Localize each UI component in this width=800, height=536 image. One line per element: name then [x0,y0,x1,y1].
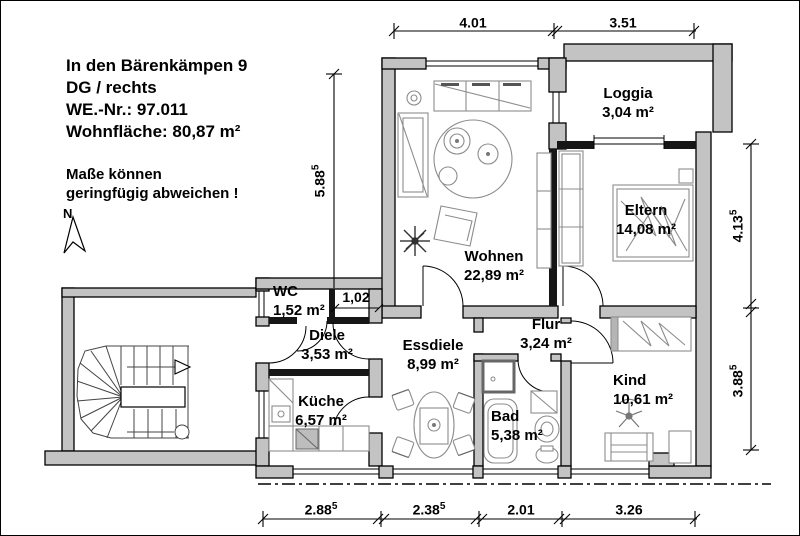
room-label-loggia [602,84,654,122]
room-area: 22,89 m² [463,267,525,284]
dim-line-right [743,139,759,455]
sofa-icon [398,113,428,197]
dim-top-2: 3.51 [609,14,637,31]
north-label: N [63,206,73,221]
room-area: 3,53 m² [301,346,353,363]
essdiele-furniture [392,389,475,458]
room-name: WC [273,283,298,300]
room-name: Diele [309,327,345,344]
dining-chair-icon [453,434,475,455]
wardrobe-icon [559,151,583,266]
kueche-side-window [256,391,269,438]
room-name: Kind [613,372,647,389]
shower-icon [483,361,514,392]
toilet-icon [536,446,558,463]
dining-table-icon [414,392,454,458]
kueche-bottom-window [293,466,379,478]
bad-door-arc [518,359,551,392]
kitchen-counter-left [269,379,293,426]
stair-start-circle [175,425,189,439]
room-name: Flur [531,316,561,333]
room-label-kueche [295,392,347,430]
title-address: In den Bärenkämpen 9 [66,56,248,75]
shelf-icon [537,153,551,268]
dim-line-top [389,23,699,39]
room-name: Essdiele [402,337,464,354]
room-area: 6,57 m² [295,412,347,429]
dim-bottom-2: 2.38$^5$ [412,501,446,518]
wohnen-furniture [398,81,551,268]
room-label-wc [273,282,325,320]
room-label-bad [491,407,543,445]
title-floor: DG / rechts [66,78,157,97]
room-label-flur [520,315,572,353]
dim-wc-niche: 1,02 [342,289,370,305]
bowl-icon [439,167,457,185]
room-name: Wohnen [464,248,524,265]
dim-bottom-3: 2.01 [507,501,535,518]
dining-chair-icon [392,389,414,410]
disclaimer-note: Maße können geringfügig abweichen ! [66,166,239,202]
wohnen-loggia-window [549,92,566,123]
room-label-eltern [616,201,676,239]
plant-icon [400,226,430,256]
staircase [77,346,190,439]
side-table-icon [444,128,470,154]
kind-door-arc [571,321,613,363]
sideboard-icon [434,81,531,111]
room-label-wohnen [464,247,524,285]
room-name: Loggia [603,85,653,102]
room-area: 3,24 m² [520,335,572,352]
armchair-icon [434,206,477,246]
room-name: Küche [298,393,344,410]
stair-newel [121,387,185,407]
wc-window [256,291,269,317]
room-area: 10,61 m² [613,391,674,408]
title-living-area: Wohnfläche: 80,87 m² [66,122,241,141]
dining-chair-icon [392,436,414,457]
room-name: Bad [491,408,520,425]
room-area: 1,52 m² [273,302,325,319]
bad-bottom-window [483,466,558,478]
kind-bottom-window [571,466,649,478]
title-unit-number: WE.-Nr.: 97.011 [66,100,188,119]
room-label-kind [613,371,673,409]
stove-icon [296,429,318,449]
room-area: 14,08 m² [615,221,677,238]
eltern-loggia-window [594,135,664,149]
room-label-diele [301,326,353,364]
lamp-icon [407,91,421,105]
north-arrow-icon [64,217,85,253]
wohnen-window [426,58,538,69]
eltern-door-arc [563,266,603,306]
nightstand-icon [679,169,693,183]
desk-icon [605,433,653,461]
room-area: 8,99 m² [407,356,459,373]
wohnen-door-arc [423,266,463,306]
room-area: 3,04 m² [602,104,654,121]
dim-bottom-4: 3.26 [615,501,643,518]
dim-bottom-1: 2.88$^5$ [304,501,338,518]
dim-left-1: 5.88$^5$ [310,164,328,198]
dim-top-1: 4.01 [459,14,487,31]
dim-right-1: 4.13$^5$ [728,209,746,243]
dim-line-left [326,69,342,288]
room-area: 5,38 m² [491,427,543,444]
small-table-icon [478,144,498,164]
title-block [66,55,247,143]
dining-chair-icon [453,392,475,413]
dim-right-2: 3.88$^5$ [728,364,746,398]
kind-cabinet-icon [669,431,691,463]
room-label-essdiele [403,336,464,374]
rug-icon [434,120,512,198]
essdiele-bottom-window [393,466,473,478]
kind-bed-icon [611,317,691,351]
room-name: Eltern [624,202,668,219]
